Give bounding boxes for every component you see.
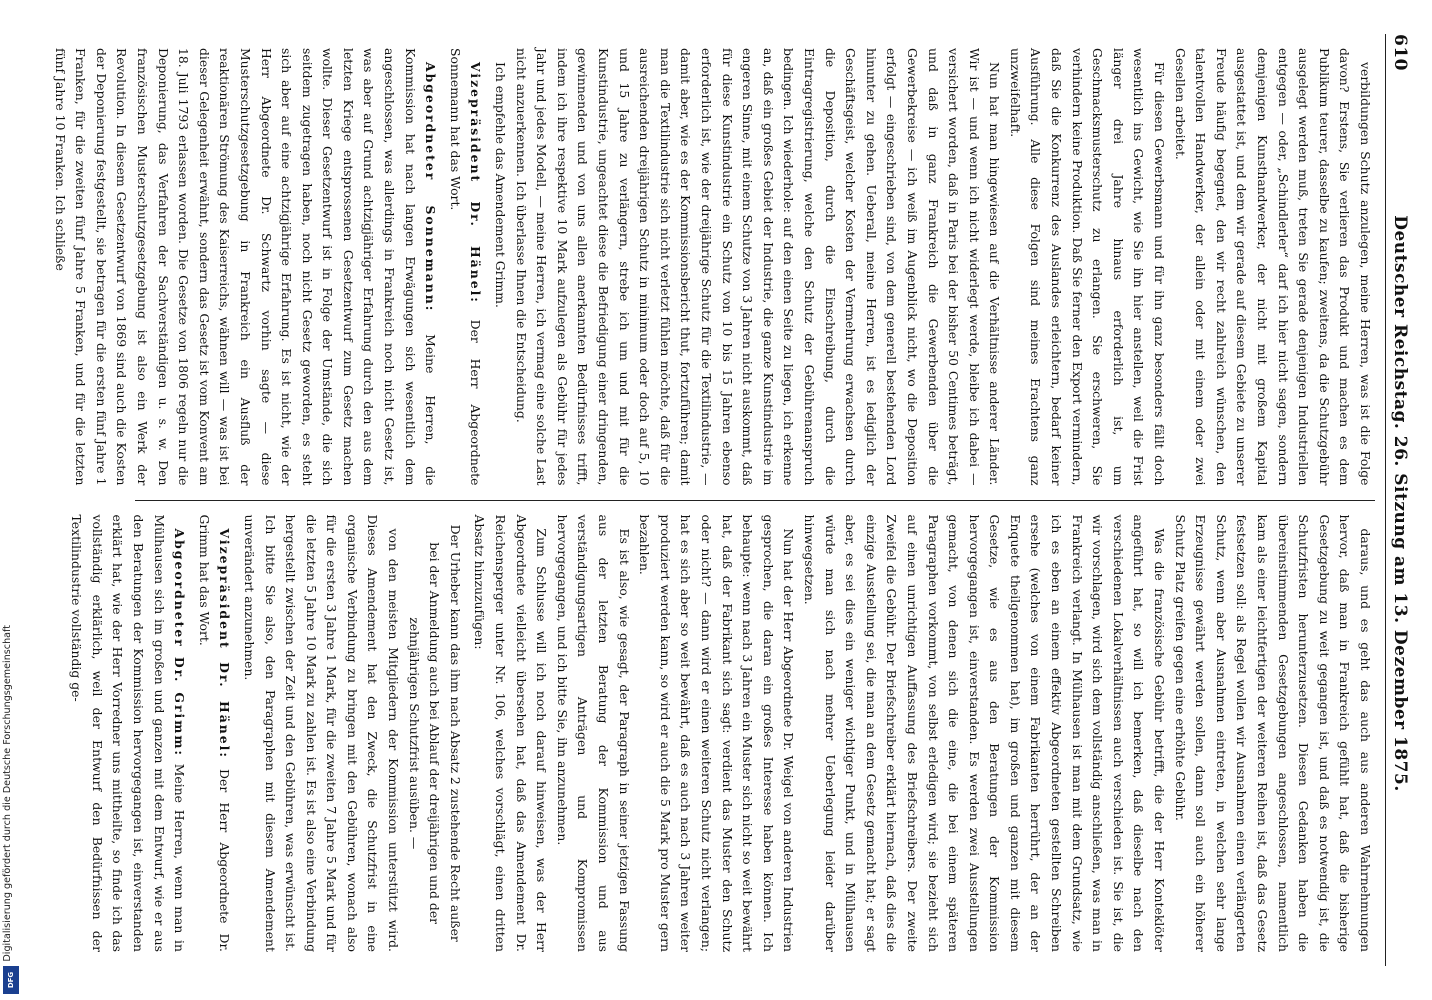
- speech: [66, 515, 190, 953]
- document-page: [52, 0, 1432, 1000]
- dfg-logo-icon: DFG: [3, 966, 19, 994]
- speech: [193, 515, 234, 953]
- paragraph: von den meisten Mitgliedern der Kommission unterstützt wird. Dieses Amendement hat den Zweck, die Schutzfrist in eine organische Verbindung zu bringen mit den Gebühren, wonach also für die ersten 3 Jahre 1 Mark, für die zweiten 7 Jahre 5 Mark und für die letzten 5 Jahre 10 Mark zu zahlen ist. Es ist also eine Verbindung hergestellt zwischen der Zeit und den Gebühren, was erwünscht ist. Ich bitte Sie also, den Paragraphen mit diesem Amendement unverändert anzunehmen.: [241, 514, 402, 952]
- paragraph: Nun hat der Herr Abgeordnete Dr. Weigel von anderen Industrien gesprochen, die daran ein großes Interesse haben können. Ich behaupte: wenn nach 3 Jahren ein Muster sich nicht so weit bewährt hat, daß der Fabrikant sich sagt: verdient das Muster den Schutz oder nicht? — dann wird er einen weiteren Schutz nicht verlangen; hat es sich aber so weit bewährt, daß es auch nach 3 Jahren weiter produziert werden kann, so wird er auch die 5 Mark pro Muster gern bezahlen.: [637, 514, 797, 952]
- speech-text: Der Herr Abgeordnete Dr. Grimm hat das Wort.: [196, 514, 233, 952]
- speaker-name: Vizepräsident Dr. Hänel:: [217, 528, 233, 759]
- page-title: Deutscher Reichstag. 26. Sitzung am 13. Dezember 1875.: [1390, 215, 1410, 792]
- credit-text: Digitalisierung gefördert durch die Deutsche Forschungsgemeinschaft: [2, 625, 13, 962]
- quoted-amendment: Der Urheber kann das ihm nach Absatz 2 zustehende Recht außer bei der Anmeldung auch bei Ablauf der dreijährigen und der zehnjährigen Schutzfrist ausüben. —: [406, 524, 463, 942]
- speaker-name: Abgeordneter Sonnemann:: [423, 62, 439, 313]
- paragraph: verbildungen Schutz anzulegen, meine Herren, was ist die Folge davon? Erstens, Sie verlieren das Produkt und machen es dem Publikum teurer, dasselbe zu kaufen; zweitens, da die Schutzgebühr ausgelegt werden muß, treten Sie gerade denjenigen Industriellen entgegen — oder, „Schindlerler“ darf ich hier nicht sagen, sondern demjenigen Kunsthandwerker, der nicht mit großem Kapital ausgestattet ist, und dem wir gerade auf diesem Gebiete zu unserer Freude häufig begegnet, den wir recht zahlreich wünschen, den talentvollen Handwerker, der allein oder mit einem oder zwei Gesellen arbeitet.: [1172, 48, 1373, 486]
- paragraph: Für diesen Gewerbsmann und für ihn ganz besonders fällt doch wesentlich ins Gewicht, wie Sie ihn hier anstellen, weil die Frist länger drei Jahre hinaus erforderlich ist, um Geschmacksmusterschutz zu erlangen. Sie erschweren, Sie verhindern keine Produktion. Daß Sie ferner den Export vermindern, daß Sie die Konkurrenz des Auslandes erleichtern, bedarf keiner Ausführung. Alle diese Folgen sind meines Erachtens ganz unzweifelhaft.: [1007, 48, 1168, 486]
- speech-text: Meine Herren, die Kommission hat nach langen Erwägungen sich wesentlich dem angeschlossen, was allerdings in Frankreich noch nicht Gesetz ist, was aber auf Grund achtzigjähriger Erfahrung durch den aus dem letzten Kriege entsprossenen Gesetzentwurf zum Gesetz machen wollte. Dieser Gesetzentwurf ist in Folge der Umstände, die sich seitdem zugetragen haben, noch nicht Gesetz geworden, es steht sich aber auf eine achtzigjährige Erfahrung. Es ist nicht, wie der Herr Abgeordnete Dr. Schwartz vorhin sagte — diese Musterschutzgesetzgebung in Frankreich ein Ausfluß der reaktionären Strömung des Kaiserreichs, wähnen will — was ist bei dieser Gelegenheit erwähnt, sondern das Gesetz ist vom Konvent am 18. Juli 1793 erlassen worden. Die Gesetze von 1806 regeln nur die Deponierung, das Verfahren der Sachverständigen u. s. w. Den französischen Musterschutzgesetzgebung ist also ein Werk der Revolution. In diesem Gesetzentwurf von 1869 sind auch die Kosten der Deponierung festgestellt, sie betragen für die ersten fünf Jahre 1 Franken, für die zweiten fünf Jahre 5 Franken, und für die letzten fünf Jahre 10 Franken. Ich schließe: [52, 48, 439, 486]
- paragraph: Was die französische Gebühr betrifft, die der Herr Konteklöter angeführt hat, so will ich bemerken, daß dieselbe nach den verschiedenen Lokalverhältnissen auch verschieden ist. Sie ist, die wir vorschlagen, wird sich dem vollständig anschließen, was man in Frankreich verlangt. In Mülhausen ist man mit dem Grundsatz, wie ich es eben an einem effektiv Abgeordneten gestellten Schreiben ersehe (welches von einem Fabrikanten herrührt, der an der Enquete theilgenommen hat), im großen und ganzen mit diesem Gesetze, wie es aus den Beratungen der Kommission hervorgegangen ist, einverstanden. Es werden zwei Ausstellungen gemacht, von denen sich die eine, die bei einem späteren Paragraphen vorkommt, von selbst erledigen wird; sie bezieht sich auf einen unrichtigen Auffassung des Briefschreibers. Der zweite Zweifel die Gebühr. Der Briefschreiber erklärt hiernach, daß dies die einzige Ausstellung sei, die man an dem Gesetz gemacht hat; er sagt aber, es sei dies ein weniger wichtiger Punkt, und in Mülhausen würde man sich nach mehrer Ueberlegung leider darüber hinwegsetzen.: [801, 514, 1168, 952]
- speech: [49, 48, 440, 486]
- paragraph: Nun hat man hingewiesen auf die Verhältnisse anderer Länder. Wir ist — und wenn ich nicht widerlegt werde, bleibe ich dabei — versichert worden, daß in Paris bei der bisher 50 Centimes beträgt, und daß in ganz Frankreich die Gewerbenden über die Gewerbekreise — ich weiß im Augenblick nicht, wo die Deposition erfolgt — eingeschrieben sind, von dem generell bestehenden Lord hinunter zu gehen. Ueberall, meine Herren, ist es lediglich der Geschäftsgeist, welcher Kosten der Vermehrung erwachsen durch die Deposition, durch die Einschreibung, durch die Eintragregistrierung, welche den Schutz der Gebührenanspruch bedingen. Ich wiederhole: auf den einen Seite zu liegen, ich erkenne an, daß ein großes Gebiet der Industrie, die ganze Kunstindustrie im engeren Sinne, mit einem Schutze von 3 Jahren nicht auskommt, daß für diese Kunstindustrie ein Schutz von 10 bis 15 Jahren ebenso erforderlich ist, wie der dreijährige Schutz für die Textilindustrie, — damit aber, wie es der Kommissionsbericht thut, fortzuführen; damit man die Textilindustrie sich nicht verletzt fühlen möchte, daß für die ausreichenden dreijährigen Schutz in minimum oder doch auf 5, 10 und 15 Jahre zu verlängern, strebe ich um und mit für die Kunstindustrie, ungeachtet diese die Befriedigung einer dringenden, gewinnenden und von uns allen anerkannten Bedürfnisses trifft, indem ich ihre respektive 10 Mark aufzulegen als Gebühr für jedes Jahr und jedes Modell, — meine Herren, ich vermag eine solche Last nicht anzuerkennen. Ich überlasse Ihnen die Entscheidung.: [513, 48, 1003, 486]
- paragraph: Es ist also, wie gesagt, der Paragraph in seiner jetzigen Fassung aus der letzten Beratung der Kommission und aus verständigungsartigen Anträgen und Kompromissen hervorgegangen, und ich bitte Sie, ihn anzunehmen.: [554, 514, 632, 952]
- speech-text: Meine Herren, wenn man in Mülhausen sich im großen und ganzen mit dem Entwurf, wie er aus den Beratungen der Kommission hervorgegangen ist, einverstanden erklärt hat, wie der Herr Vorredner uns mittheilte, so finde ich das vollständig erklärlich, weil der Entwurf den Bedürfnissen der Textilindustrie vollständig ge-: [69, 514, 188, 952]
- digitization-credit: [0, 604, 22, 1000]
- speech: [444, 48, 485, 486]
- right-column: [69, 500, 1375, 967]
- speaker-name: Abgeordneter Dr. Grimm:: [172, 528, 188, 758]
- page-header: [1385, 34, 1410, 966]
- speaker-name: Vizepräsident Dr. Hänel:: [468, 62, 484, 304]
- paragraph: Ich empfehle das Amendement Grimm.: [493, 62, 509, 308]
- text-columns: [52, 34, 1375, 966]
- left-column: [52, 34, 1375, 500]
- page-number: 610: [1390, 34, 1410, 71]
- paragraph: daraus, und es geht das auch aus anderen Wahrnehmungen hervor, daß man in Frankreich gefühlt hat, daß die bisherige Gesetzgebung zu weit gegangen ist, und daß es notwendig ist, die Schutzfristen herunterzusetzen. Diesen Gedanken haben die übereinstimmenden Gesetzgebungen angeschlossen, namentlich kam als einer leichtfertigen der weiteren Reihen ist, daß das Gesetz festsetzen soll: als Regel wollen wir Ausnahmen einen verlängerten Schutz, wenn aber Ausnahmen eintreten, in welchen sehr lange Erzeugnisse gewährt werden sollen, dann soll auch ein höherer Schutz Platz greifen gegen eine erhöhte Gebühr.: [1172, 514, 1373, 952]
- speech-text: Der Herr Abgeordnete Sonnemann hat das Wort.: [447, 48, 484, 486]
- paragraph: Zum Schlusse will ich noch darauf hinweisen, was der Herr Abgeordnete vielleicht übersehen hat, daß das Amendement Dr. Reichensperger unter Nr. 106, welches vorschlägt, einen dritten Absatz hinzuzufügen:: [472, 514, 550, 952]
